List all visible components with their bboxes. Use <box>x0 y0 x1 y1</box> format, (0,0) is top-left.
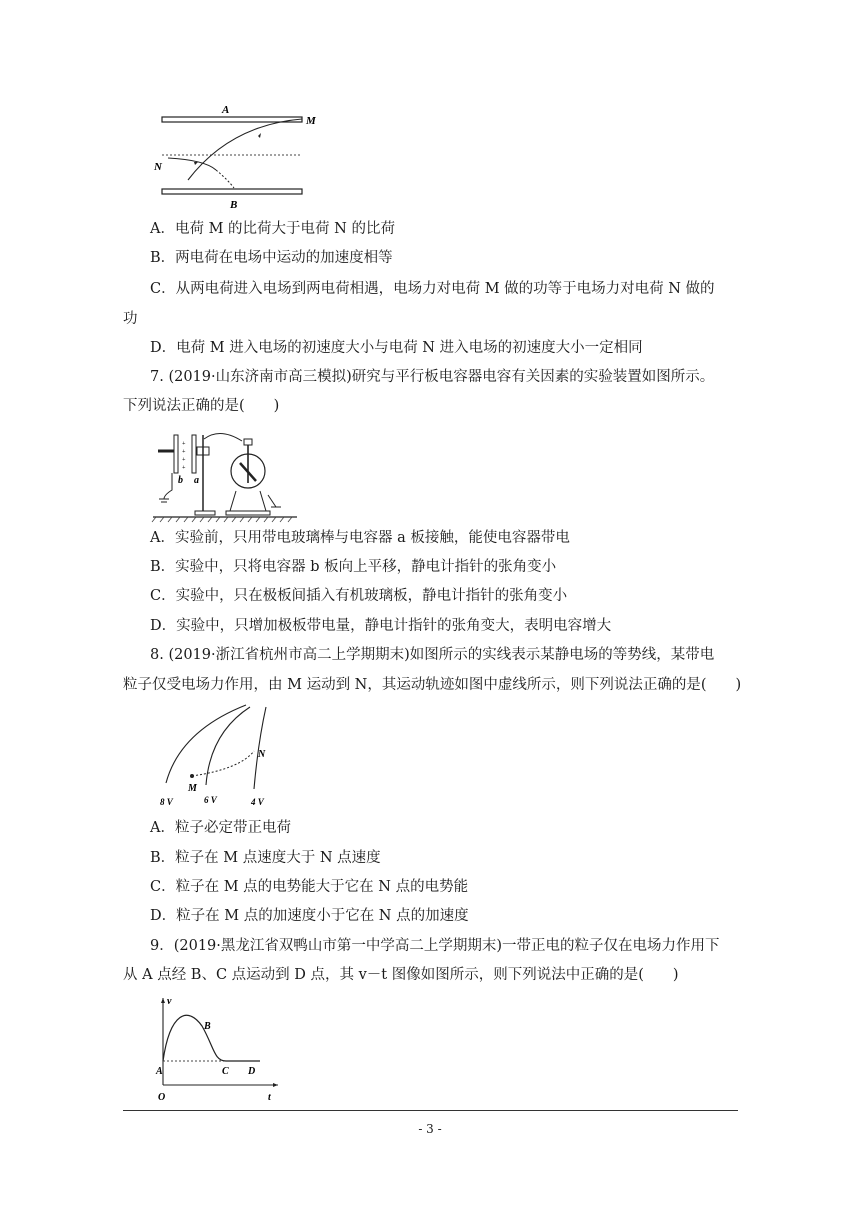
q8-option-d: D．粒子在 M 点的加速度小于它在 N 点的加速度 <box>150 908 469 924</box>
equipotential-4v: 4 V <box>251 797 264 807</box>
footer-rule <box>123 1110 738 1111</box>
q6-option-d: D．电荷 M 进入电场的初速度大小与电荷 N 进入电场的初速度大小一定相同 <box>150 340 643 356</box>
q9-stem-line2: 从 A 点经 B、C 点运动到 D 点，其 v－t 图像如图所示，则下列说法中正确的是( ) <box>123 967 679 983</box>
q8-option-c: C．粒子在 M 点的电势能大于它在 N 点的电势能 <box>150 879 469 895</box>
q7-option-d: D．实验中，只增加极板带电量，静电计指针的张角变大，表明电容增大 <box>150 618 612 634</box>
equipotential-8v: 8 V <box>160 797 173 807</box>
plate-b-label: B <box>230 199 238 210</box>
q8-option-a: A．粒子必定带正电荷 <box>150 820 291 836</box>
q7-stem-line1: 7. (2019·山东济南市高三模拟)研究与平行板电容器电容有关因素的实验装置如图所示。 <box>150 369 715 385</box>
q8-option-b: B．粒子在 M 点速度大于 N 点速度 <box>150 850 381 866</box>
plate-a-label-fig2: a <box>194 475 199 486</box>
point-n-label: N <box>258 749 266 760</box>
parallel-plates-figure <box>150 100 330 210</box>
q7-stem-line2: 下列说法正确的是( ) <box>123 398 280 414</box>
axis-v-label: v <box>167 996 172 1007</box>
point-a-label: A <box>156 1066 163 1077</box>
equipotential-6v: 6 V <box>204 795 217 805</box>
plate-b-label-fig2: b <box>178 475 183 486</box>
q6-option-b: B．两电荷在电场中运动的加速度相等 <box>150 250 393 266</box>
point-d-label: D <box>248 1066 256 1077</box>
q6-option-c-cont: 功 <box>123 311 138 327</box>
q7-option-b: B．实验中，只将电容器 b 板向上平移，静电计指针的张角变小 <box>150 559 557 575</box>
q8-stem-line1: 8. (2019·浙江省杭州市高二上学期期末)如图所示的实线表示某静电场的等势线，某带电 <box>150 647 715 663</box>
electroscope-figure <box>150 425 300 525</box>
q6-option-c: C．从两电荷进入电场到两电荷相遇，电场力对电荷 M 做的功等于电场力对电荷 N 做的 <box>150 281 715 297</box>
plate-a-label: A <box>222 104 230 116</box>
point-c-label: C <box>222 1066 229 1077</box>
q8-stem-line2: 粒子仅受电场力作用，由 M 运动到 N，其运动轨迹如图中虚线所示，则下列说法正确的是( ) <box>123 677 742 693</box>
axis-t-label: t <box>268 1092 271 1103</box>
svg-text:+: + <box>182 465 186 471</box>
svg-text:+: + <box>182 449 186 455</box>
page-number: - 3 - <box>418 1122 442 1136</box>
point-m-label: M <box>188 783 197 794</box>
vt-graph-figure <box>150 992 285 1104</box>
charge-m-label: M <box>306 115 316 127</box>
q7-option-c: C．实验中，只在极板间插入有机玻璃板，静电计指针的张角变小 <box>150 588 568 604</box>
equipotential-figure <box>150 703 280 808</box>
charge-n-label: N <box>154 161 162 173</box>
svg-text:+: + <box>182 457 186 463</box>
q6-option-a: A．电荷 M 的比荷大于电荷 N 的比荷 <box>150 221 395 237</box>
q9-stem-line1: 9．(2019·黑龙江省双鸭山市第一中学高二上学期期末)一带正电的粒子仅在电场力作用下 <box>150 938 720 954</box>
q7-option-a: A．实验前，只用带电玻璃棒与电容器 a 板接触，能使电容器带电 <box>150 530 570 546</box>
origin-label: O <box>158 1092 166 1103</box>
point-b-label: B <box>204 1021 211 1032</box>
svg-text:+: + <box>182 441 186 447</box>
